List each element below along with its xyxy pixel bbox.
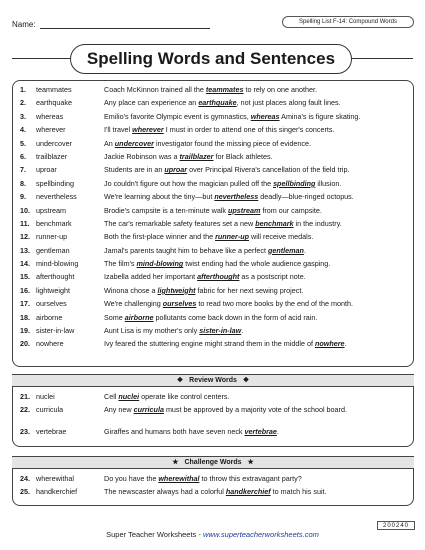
name-line bbox=[40, 21, 210, 29]
sentence-keyword: curricula bbox=[133, 405, 164, 415]
sentence bbox=[104, 390, 410, 403]
name-field bbox=[12, 20, 210, 29]
word-number: 17. bbox=[20, 299, 30, 309]
sentence-end: . bbox=[303, 245, 306, 255]
word-row bbox=[20, 390, 410, 403]
sentence bbox=[104, 123, 410, 136]
sentence bbox=[104, 230, 410, 243]
sentence-start: The newscaster always had a colorful bbox=[104, 487, 226, 497]
sentence-start: I'll travel bbox=[104, 125, 133, 135]
word-row bbox=[20, 123, 410, 136]
sentence-keyword: mind-blowing bbox=[136, 259, 184, 269]
sentence-keyword: uproar bbox=[164, 165, 188, 175]
spelling-word: teammates bbox=[36, 85, 72, 94]
spelling-word: undercover bbox=[36, 138, 72, 148]
sentence bbox=[104, 150, 410, 163]
sentence-end: will receive medals. bbox=[249, 232, 314, 242]
word-row bbox=[20, 137, 410, 150]
sentence-start: We're challenging bbox=[104, 299, 163, 309]
word-number: 18. bbox=[20, 312, 30, 322]
sentence-keyword: afterthought bbox=[197, 272, 240, 282]
word-row bbox=[20, 83, 410, 96]
word-row bbox=[20, 284, 410, 297]
word-number: 10. bbox=[20, 205, 30, 215]
sentence-keyword: spellbinding bbox=[273, 178, 316, 188]
sentence-end: as a postscript note. bbox=[239, 272, 306, 282]
sentence-end: in the industry. bbox=[293, 218, 342, 228]
sentence bbox=[104, 257, 410, 270]
spelling-word: nuclei bbox=[36, 392, 55, 401]
sentence-start: The film's bbox=[104, 259, 137, 269]
word-row bbox=[20, 257, 410, 270]
word-row bbox=[20, 337, 410, 350]
sentence bbox=[104, 244, 410, 257]
sentence-keyword: vertebrae bbox=[244, 427, 277, 437]
word-row bbox=[20, 324, 410, 337]
sentence-start: Jo couldn't figure out how the magician pulled off the bbox=[104, 178, 274, 188]
sentence-start: Do you have the bbox=[104, 474, 159, 483]
sentence-end: I must in order to attend one of this singer's concerts. bbox=[163, 125, 335, 135]
sentence-end: Amina's is figure skating. bbox=[279, 111, 361, 121]
word-number: 20. bbox=[20, 339, 30, 349]
word-number: 13. bbox=[20, 245, 30, 255]
spelling-word: wherever bbox=[36, 125, 66, 135]
spelling-word: airborne bbox=[36, 312, 63, 322]
word-row bbox=[20, 150, 410, 163]
word-number: 19. bbox=[20, 326, 30, 336]
sentence-start: An bbox=[104, 138, 115, 148]
sentence-end: twist ending had the whole audience gasping. bbox=[183, 259, 331, 269]
sentence-start: Coach McKinnon trained all the bbox=[104, 85, 206, 94]
sentence-keyword: sister-in-law bbox=[199, 326, 242, 336]
spelling-word: nowhere bbox=[36, 339, 64, 349]
sentence-start: Cell bbox=[104, 392, 119, 401]
word-row bbox=[20, 163, 410, 176]
sentence bbox=[104, 110, 410, 123]
word-number: 15. bbox=[20, 272, 30, 282]
sentence-start: Both the first-place winner and the bbox=[104, 232, 216, 242]
sentence-keyword: wherever bbox=[132, 125, 164, 135]
word-number: 2. bbox=[20, 98, 26, 108]
footer-link[interactable]: www.superteacherworksheets.com bbox=[202, 530, 319, 539]
worksheet-code: 200240 bbox=[377, 521, 415, 530]
list-tag: Spelling List F-14: Compound Words bbox=[282, 16, 414, 28]
sentence-keyword: ourselves bbox=[162, 299, 197, 309]
sentence-end: . bbox=[276, 427, 279, 437]
word-row bbox=[20, 472, 410, 485]
sentence-end: from our campsite. bbox=[260, 205, 322, 215]
spelling-word: whereas bbox=[36, 111, 64, 121]
sentence-start: Aunt Lisa is my mother's only bbox=[104, 326, 200, 336]
sentence-start: Jackie Robinson was a bbox=[104, 151, 180, 161]
footer-text: Super Teacher Worksheets - bbox=[106, 530, 203, 539]
sentence-keyword: whereas bbox=[250, 111, 280, 121]
review-title: Review Words bbox=[189, 377, 237, 384]
spelling-word: earthquake bbox=[36, 98, 72, 108]
sentence-end: must be approved by a majority vote of the school board. bbox=[163, 405, 347, 415]
word-number: 16. bbox=[20, 285, 30, 295]
sentence-keyword: benchmark bbox=[255, 218, 294, 228]
sentence bbox=[104, 324, 410, 337]
word-number: 24. bbox=[20, 474, 30, 483]
spelling-word: upstream bbox=[36, 205, 66, 215]
sentence-start: Izabella added her important bbox=[104, 272, 198, 282]
word-number: 25. bbox=[20, 487, 30, 497]
challenge-title: Challenge Words bbox=[184, 459, 242, 466]
spelling-word: spellbinding bbox=[36, 178, 74, 188]
word-number: 4. bbox=[20, 125, 26, 135]
sentence-end: fabric for her next sewing project. bbox=[195, 285, 304, 295]
sentence bbox=[104, 217, 410, 230]
sentence bbox=[104, 472, 410, 485]
word-row bbox=[20, 485, 410, 498]
word-number: 12. bbox=[20, 232, 30, 242]
word-number: 23. bbox=[20, 427, 30, 437]
spelling-word: runner-up bbox=[36, 232, 68, 242]
spelling-word: handkerchief bbox=[36, 487, 78, 497]
challenge-header bbox=[12, 456, 414, 469]
word-row bbox=[20, 311, 410, 324]
challenge-list bbox=[20, 472, 410, 499]
sentence-start: Any new bbox=[104, 405, 134, 415]
sentence-start: Winona chose a bbox=[104, 285, 158, 295]
spelling-word: benchmark bbox=[36, 218, 72, 228]
spelling-word: curricula bbox=[36, 405, 64, 415]
sentence-start: Ivy feared the stuttering engine might strand them in the middle of bbox=[104, 339, 315, 349]
sentence-keyword: nowhere bbox=[314, 339, 345, 349]
sentence-end: operate like control centers. bbox=[139, 392, 230, 401]
sentence-end: deadly—blue-ringed octopus. bbox=[258, 192, 354, 202]
word-number: 7. bbox=[20, 165, 26, 175]
sentence-start: Jamal's parents taught him to behave like a perfect bbox=[104, 245, 268, 255]
word-number: 9. bbox=[20, 192, 26, 202]
spelling-word: sister-in-law bbox=[36, 326, 75, 336]
spelling-word: nevertheless bbox=[36, 192, 77, 202]
sentence-start: Giraffes and humans both have seven neck bbox=[104, 427, 245, 437]
sentence bbox=[104, 163, 410, 176]
word-number: 6. bbox=[20, 151, 26, 161]
spelling-word: afterthought bbox=[36, 272, 75, 282]
word-number: 1. bbox=[20, 85, 26, 94]
sentence-end: , not just places along fault lines. bbox=[236, 98, 341, 108]
sentence-start: Any place can experience an bbox=[104, 98, 199, 108]
sentence-end: pollutants come back down in the form of acid rain. bbox=[153, 312, 318, 322]
sentence bbox=[104, 337, 410, 350]
footer bbox=[0, 530, 425, 539]
sentence-end: investigator found the missing piece of evidence. bbox=[153, 138, 311, 148]
sentence-end: for Black athletes. bbox=[213, 151, 273, 161]
sentence-start: Brodie's campsite is a ten-minute walk bbox=[104, 205, 229, 215]
spelling-word: ourselves bbox=[36, 299, 67, 309]
sentence bbox=[104, 270, 410, 283]
sentence-keyword: lightweight bbox=[157, 285, 196, 295]
spelling-word: mind-blowing bbox=[36, 259, 79, 269]
spelling-word: trailblazer bbox=[36, 151, 68, 161]
word-number: 21. bbox=[20, 392, 30, 401]
sentence-end: to throw this extravagant party? bbox=[199, 474, 302, 483]
spelling-word: lightweight bbox=[36, 285, 70, 295]
sentence-keyword: nuclei bbox=[118, 392, 140, 401]
sentence-start: We're learning about the tiny—but bbox=[104, 192, 215, 202]
sentence-start: The car's remarkable safety features set a new bbox=[104, 218, 256, 228]
sentence-keyword: handkerchief bbox=[225, 487, 271, 497]
sentence-keyword: teammates bbox=[205, 85, 244, 94]
sentence bbox=[104, 284, 410, 297]
name-label: Name: bbox=[12, 20, 36, 29]
word-row bbox=[20, 190, 410, 203]
spelling-word: vertebrae bbox=[36, 427, 67, 437]
word-row bbox=[20, 217, 410, 230]
sentence-end: to read two more books by the end of the month. bbox=[196, 299, 353, 309]
review-header bbox=[12, 374, 414, 387]
word-row bbox=[20, 297, 410, 310]
page-title: Spelling Words and Sentences bbox=[70, 44, 352, 74]
sentence-keyword: upstream bbox=[228, 205, 261, 215]
sentence-end: to match his suit. bbox=[270, 487, 327, 497]
sentence-start: Students are in an bbox=[104, 165, 165, 175]
word-row bbox=[20, 204, 410, 217]
word-row bbox=[20, 110, 410, 123]
sentence-end: over Principal Rivera's cancellation of the field trip. bbox=[187, 165, 350, 175]
word-row bbox=[20, 230, 410, 243]
spelling-word: uproar bbox=[36, 165, 57, 175]
review-list bbox=[20, 390, 410, 439]
sentence bbox=[104, 297, 410, 310]
sentence bbox=[104, 485, 410, 498]
sentence-keyword: undercover bbox=[114, 138, 154, 148]
word-list bbox=[20, 83, 410, 351]
sentence bbox=[104, 403, 410, 425]
word-row bbox=[20, 425, 410, 438]
star-icon: ★ bbox=[172, 459, 179, 466]
sentence bbox=[104, 204, 410, 217]
sentence-keyword: nevertheless bbox=[214, 192, 259, 202]
sentence bbox=[104, 83, 410, 96]
word-row bbox=[20, 244, 410, 257]
sentence bbox=[104, 311, 410, 324]
word-number: 14. bbox=[20, 259, 30, 269]
word-number: 3. bbox=[20, 111, 26, 121]
word-number: 5. bbox=[20, 138, 26, 148]
sentence-keyword: earthquake bbox=[198, 98, 237, 108]
word-number: 22. bbox=[20, 405, 30, 415]
word-row bbox=[20, 177, 410, 190]
sentence bbox=[104, 177, 410, 190]
sentence bbox=[104, 425, 410, 438]
sentence-keyword: wherewithal bbox=[158, 474, 200, 483]
sentence-keyword: trailblazer bbox=[179, 151, 214, 161]
sentence-end: . bbox=[241, 326, 244, 336]
sentence-start: Some bbox=[104, 312, 125, 322]
diamond-icon: ❖ bbox=[176, 377, 184, 384]
word-number: 11. bbox=[20, 218, 30, 228]
sentence bbox=[104, 137, 410, 150]
spelling-word: gentleman bbox=[36, 245, 70, 255]
word-number: 8. bbox=[20, 178, 26, 188]
sentence-start: Emilio's favorite Olympic event is gymnastics, bbox=[104, 111, 251, 121]
sentence-end: to rely on one another. bbox=[243, 85, 317, 94]
word-row bbox=[20, 403, 410, 425]
sentence bbox=[104, 190, 410, 203]
sentence bbox=[104, 96, 410, 109]
word-row bbox=[20, 270, 410, 283]
diamond-icon: ❖ bbox=[242, 377, 250, 384]
spelling-word: wherewithal bbox=[36, 474, 74, 483]
sentence-keyword: runner-up bbox=[215, 232, 250, 242]
sentence-keyword: airborne bbox=[124, 312, 154, 322]
sentence-keyword: gentleman bbox=[267, 245, 304, 255]
sentence-end: . bbox=[344, 339, 347, 349]
word-row bbox=[20, 96, 410, 109]
star-icon: ★ bbox=[247, 459, 254, 466]
sentence-end: illusion. bbox=[315, 178, 342, 188]
